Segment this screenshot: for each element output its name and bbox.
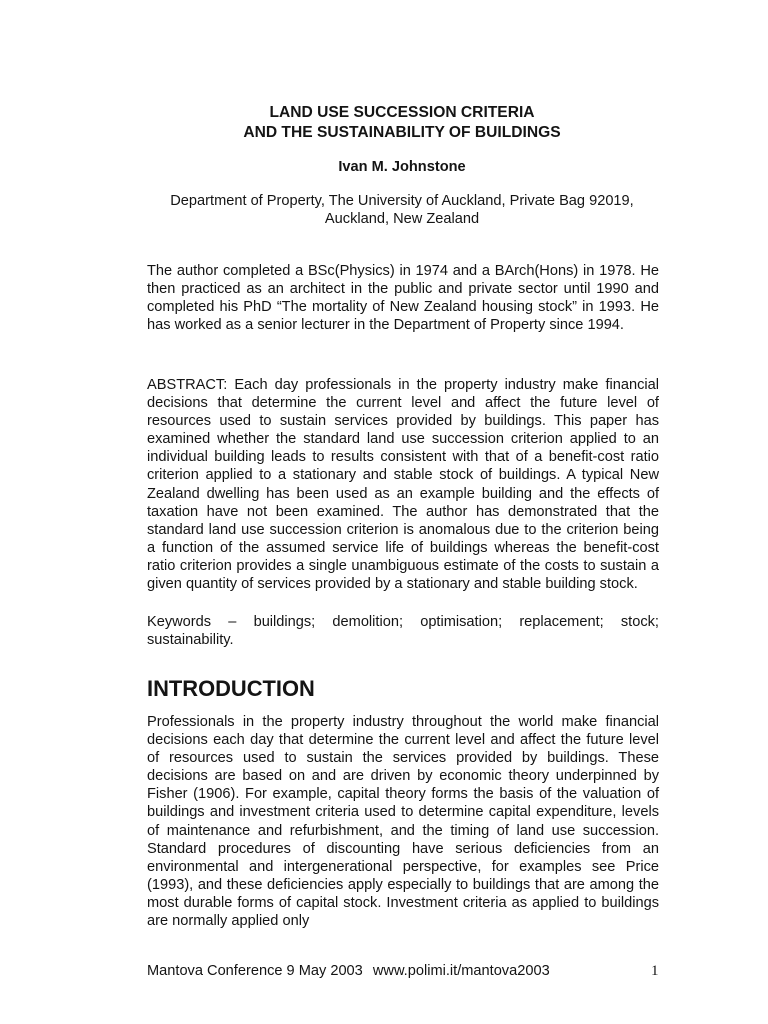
- affiliation-line-1: Department of Property, The University of Auckland, Private Bag 92019,: [170, 193, 634, 209]
- abstract: ABSTRACT: Each day professionals in the property industry make financial decisions that determine the current level and affect the future level of resources used to sustain services provided by buildings. This paper has examined whether the standard land use succession criterion applied to an individual building leads to results consistent with that of a benefit-cost ratio criterion applied to a stationary and stable stock of buildings. A typical New Zealand dwelling has been used as an example building and the effects of taxation have not been examined. The author has demonstrated that the standard land use succession criterion is anomalous due to the criterion being a function of the assumed service life of buildings whereas the benefit-cost ratio criterion provides a single unambiguous estimate of the costs to sustain a given quantity of services provided by a stationary and stable building stock.: [147, 377, 659, 593]
- affiliation-line-2: Auckland, New Zealand: [324, 211, 480, 228]
- author-bio: The author completed a BSc(Physics) in 1974 and a BArch(Hons) in 1978. He then practiced as an architect in the public and private sector until 1990 and completed his PhD “The mortality of New Zealand housing stock” in 1993. He has worked as a senior lecturer in the Department of Property since 1994.: [147, 263, 659, 334]
- page-number: 1: [651, 963, 659, 979]
- introduction-text: Professionals in the property industry throughout the world make financial decisions each day that determine the current level and affect the future level of resources used to sustain the services provided by buildings. These decisions are based on and are driven by economic theory underpinned by Fisher (1906). For example, capital theory forms the basis of the valuation of buildings and investment criteria used to determine capital expenditure, levels of maintenance and refurbishment, and the timing of land use succession. Standard procedures of discounting have serious deficiencies from an environmental and intergenerational perspective, for examples see Price (1993), and these deficiencies apply especially to buildings that are among the most durable forms of capital stock. Investment criteria as applied to buildings are normally applied only: [147, 714, 659, 930]
- keywords: Keywords – buildings; demolition; optimisation; replacement; stock; sustainability.: [147, 614, 659, 649]
- title-line-2: AND THE SUSTAINABILITY OF BUILDINGS: [243, 124, 561, 141]
- section-heading-introduction: INTRODUCTION: [147, 676, 315, 701]
- page-footer: [147, 962, 550, 980]
- author-affiliation: [146, 192, 658, 228]
- author-name: Ivan M. Johnstone: [338, 159, 466, 175]
- footer-url[interactable]: www.polimi.it/mantova2003: [372, 963, 550, 979]
- title-line-1: LAND USE SUCCESSION CRITERIA: [269, 104, 535, 121]
- paper-title: [146, 103, 658, 143]
- footer-conference: Mantova Conference 9 May 2003: [147, 963, 363, 979]
